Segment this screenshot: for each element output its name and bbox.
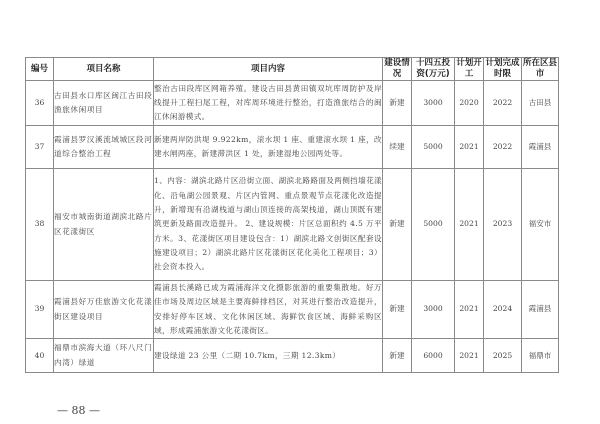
cell-start: 2021 (455, 126, 484, 169)
cell-content: 1、内容：湖滨北路片区沿街立面、湖滨北路路面及两侧挡墙花漾化、沿龟湖公园景观、片区内管网、重点景观节点花漾化改造提升，新增现有沿湖栈道与湖山顶连接的高架栈道，湖山顶既有建筑更新及路面改造提升。 2、建设规模：片区总面积约 4.5 万平方米。3、花漾街区项目建设包含：1）湖滨北路文创街区配套设施建设项目；2）湖滨北路片区花漾街区花化美化工程项目；3）社会资本投入。 (154, 169, 383, 281)
header-location: 所在区县市 (522, 58, 557, 79)
table-row (26, 169, 559, 281)
cell-content: 新建两岸防洪堤 9.922km，滚水坝 1 座、重建滚水坝 1 座，改建水闸两座，新建滞洪区 1 处，新建湿地公园两处等。 (154, 126, 383, 169)
cell-status: 新建 (383, 281, 412, 339)
cell-investment: 3000 (412, 281, 455, 339)
header-end: 计划完成时限 (485, 58, 520, 79)
cell-name: 霞浦县罗汉溪流域城区段河道综合整治工程 (54, 126, 154, 169)
cell-location: 霞浦县 (522, 126, 559, 169)
project-table (25, 57, 559, 373)
cell-end: 2025 (484, 339, 522, 373)
page-number: — 88 — (57, 404, 100, 417)
cell-start: 2021 (455, 281, 484, 339)
cell-investment: 5000 (412, 126, 455, 169)
cell-status: 新建 (383, 81, 412, 126)
table-header-row (26, 58, 559, 81)
cell-investment: 6000 (412, 339, 455, 373)
cell-location: 福安市 (522, 169, 559, 281)
cell-start: 2021 (455, 169, 484, 281)
cell-name: 古田县水口库区闽江古田段渔旅休闲项目 (54, 81, 154, 126)
cell-location: 霞浦县 (522, 281, 559, 339)
cell-name: 福鼎市滨海大道（环八尺门内湾）绿道 (54, 339, 154, 373)
header-status: 建设情况 (384, 58, 410, 79)
header-name: 项目名称 (54, 58, 154, 81)
cell-start: 2021 (455, 339, 484, 373)
header-investment: 十四五投资(万元) (412, 58, 455, 81)
cell-status: 续建 (383, 126, 412, 169)
cell-investment: 3000 (412, 81, 455, 126)
cell-name: 霞浦县好万佳旅游文化花漾街区建设项目 (54, 281, 154, 339)
cell-status: 新建 (383, 169, 412, 281)
cell-investment: 5000 (412, 169, 455, 281)
cell-start: 2020 (455, 81, 484, 126)
cell-id: 37 (26, 126, 54, 169)
cell-end: 2022 (484, 126, 522, 169)
cell-name: 福安市城南街道湖滨北路片区花漾街区 (54, 169, 154, 281)
table-row (26, 126, 559, 169)
cell-content: 整治古田段库区网箱养殖。建设古田县黄田镇双坑库周防护及岸线提升工程扫尾工程，对库周环境进行整治，打造渔旅结合的闽江休闲游模式。 (154, 81, 383, 126)
cell-id: 39 (26, 281, 54, 339)
cell-location: 古田县 (522, 81, 559, 126)
cell-id: 36 (26, 81, 54, 126)
cell-end: 2022 (484, 81, 522, 126)
header-id: 编号 (26, 58, 54, 81)
cell-status: 新建 (383, 339, 412, 373)
table-row (26, 339, 559, 373)
header-content: 项目内容 (154, 58, 383, 81)
cell-end: 2024 (484, 281, 522, 339)
cell-id: 38 (26, 169, 54, 281)
cell-content: 霞浦县长溪路已成为霞浦海洋文化摄影旅游的重要集散地。好万佳市场及周边区域是主要海鲜排档区，对其进行整治改造提升，安排好停车区域、文化休闲区域、海鲜饮食区域、海鲜采购区域，形成霞浦旅游文化花漾街区。 (154, 281, 383, 339)
cell-content: 建设绿道 23 公里（二期 10.7km，三期 12.3km） (154, 339, 383, 373)
table-row (26, 281, 559, 339)
header-start: 计划开工 (456, 58, 482, 79)
table-row (26, 81, 559, 126)
cell-id: 40 (26, 339, 54, 373)
cell-end: 2023 (484, 169, 522, 281)
cell-location: 福鼎市 (522, 339, 559, 373)
